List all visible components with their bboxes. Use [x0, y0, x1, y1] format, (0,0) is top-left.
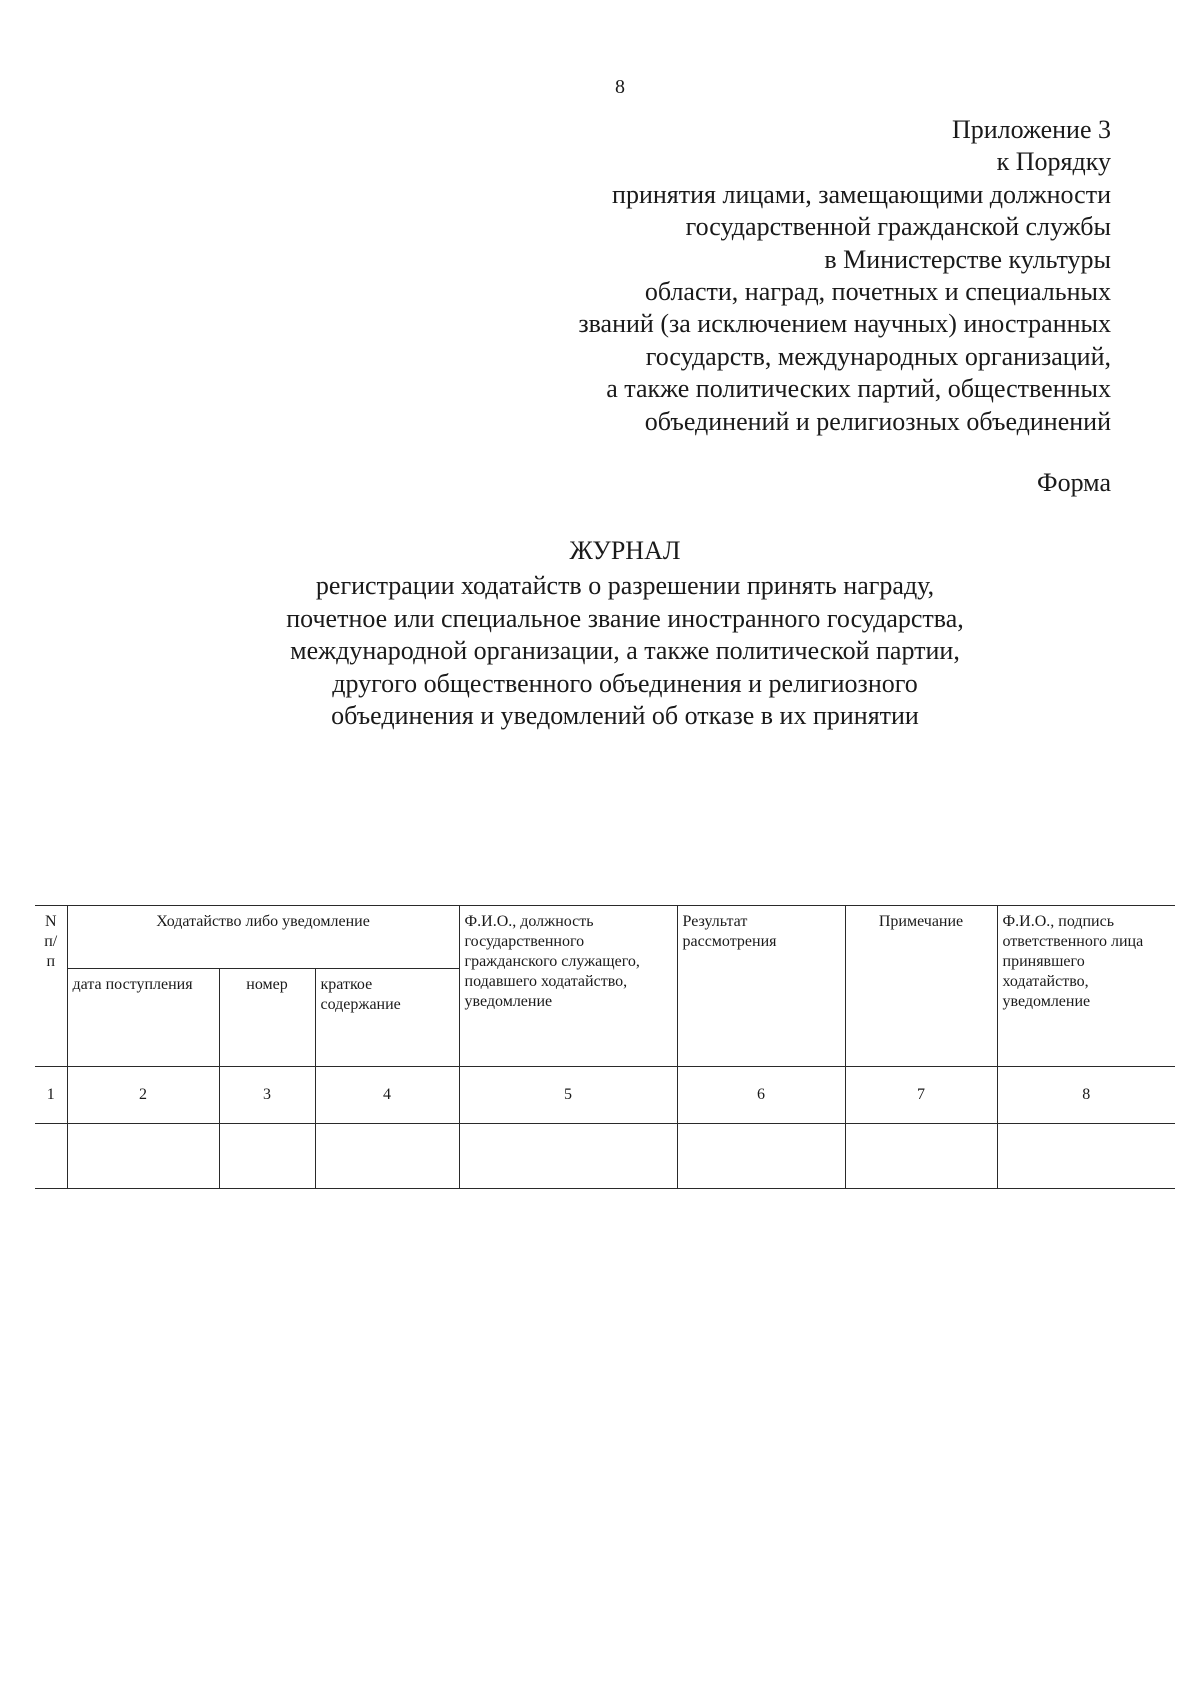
header-petition-group: Ходатайство либо уведомление [67, 906, 459, 969]
subtitle-line: международной организации, а также политической партии, [290, 636, 960, 665]
appendix-line: к Порядку [996, 147, 1111, 177]
appendix-line: государственной гражданской службы [685, 212, 1111, 242]
column-number: 6 [677, 1067, 845, 1124]
column-number: 4 [315, 1067, 459, 1124]
header-date-received: дата поступления [67, 969, 219, 1067]
column-number: 7 [845, 1067, 997, 1124]
journal-title: ЖУРНАЛ [569, 536, 681, 565]
header-row-number: N п/п [35, 906, 67, 1067]
appendix-line: государств, международных организаций, [645, 341, 1111, 371]
header-number: номер [219, 969, 315, 1067]
appendix-reference [411, 114, 1111, 438]
header-result: Результат рассмотрения [677, 906, 845, 1067]
header-employee: Ф.И.О., должность государственного гражданского служащего, подавшего ходатайство, уведомление [459, 906, 677, 1067]
appendix-line: принятия лицами, замещающими должности [612, 179, 1111, 209]
subtitle-line: объединения и уведомлений об отказе в их принятии [331, 701, 919, 730]
subtitle-line: почетное или специальное звание иностранного государства, [286, 603, 964, 633]
subtitle-line: другого общественного объединения и религиозного [332, 668, 918, 698]
appendix-line: объединений и религиозных объединений [644, 406, 1111, 436]
table-cell [459, 1124, 677, 1189]
column-number: 1 [35, 1067, 67, 1124]
header-note: Примечание [845, 906, 997, 1067]
table-cell [845, 1124, 997, 1189]
column-number: 3 [219, 1067, 315, 1124]
register-table [35, 905, 1175, 1189]
appendix-line: в Министерстве культуры [824, 244, 1111, 274]
column-number: 2 [67, 1067, 219, 1124]
appendix-line: области, наград, почетных и специальных [644, 277, 1111, 307]
table-cell [35, 1124, 67, 1189]
table-cell [315, 1124, 459, 1189]
column-number: 8 [997, 1067, 1175, 1124]
page-number: 8 [615, 76, 625, 98]
header-responsible: Ф.И.О., подпись ответственного лица принявшего ходатайство, уведомление [997, 906, 1175, 1067]
table-cell [67, 1124, 219, 1189]
appendix-line: Приложение 3 [951, 115, 1111, 144]
form-label: Форма [1037, 468, 1111, 497]
subtitle-line: регистрации ходатайств о разрешении принять награду, [315, 571, 935, 600]
column-number: 5 [459, 1067, 677, 1124]
appendix-line: званий (за исключением научных) иностранных [578, 309, 1111, 339]
table-cell [677, 1124, 845, 1189]
table-cell [997, 1124, 1175, 1189]
journal-subtitle [0, 570, 1200, 733]
appendix-line: а также политических партий, общественных [606, 374, 1111, 404]
table-cell [219, 1124, 315, 1189]
header-summary: краткое содержание [315, 969, 459, 1067]
